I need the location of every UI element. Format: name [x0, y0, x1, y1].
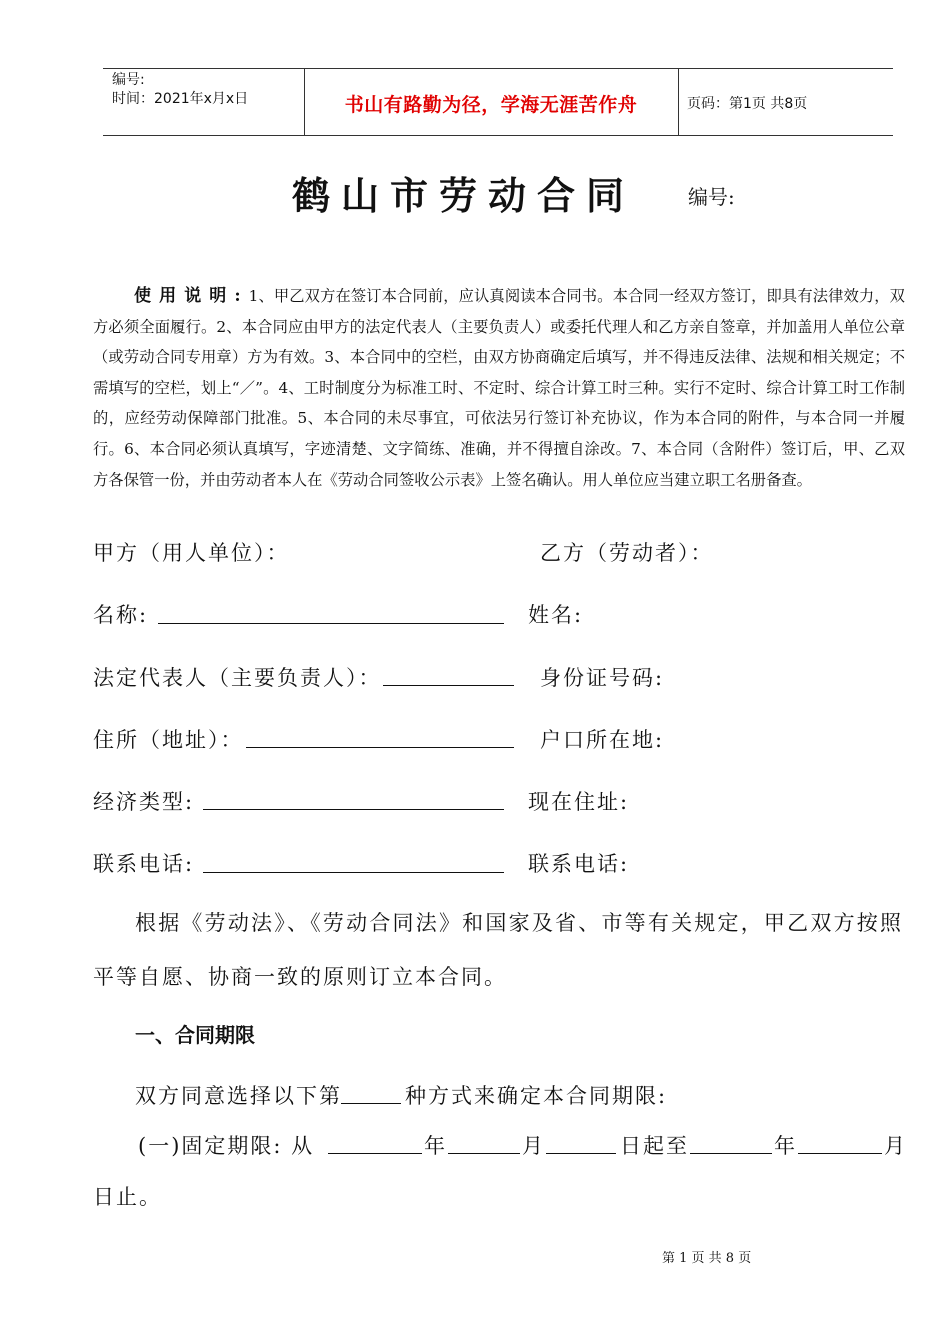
party-b-id-label: 身份证号码: — [540, 666, 665, 690]
party-a-econ-blank[interactable] — [203, 809, 504, 810]
fixed-year-label-1: 年 — [424, 1134, 447, 1158]
usage-instructions-label: 使用说明: — [134, 286, 249, 306]
fixed-month-label-1: 月 — [522, 1134, 545, 1158]
header-page-label: 页码：第1页 共8页 — [687, 96, 808, 112]
fixed-month-label-2: 月 — [884, 1134, 907, 1158]
usage-instructions-text: 1、甲乙双方在签订本合同前，应认真阅读本合同书。本合同一经双方签订，即具有法律效力，双方必须全面履行。2、本合同应由甲方的法定代表人（主要负责人）或委托代理人和乙方亲自签章，并加盖用人单位公章（或劳动合同专用章）方为有效。3、本合同中的空栏，由双方协商确定后填写，并不得违反法律、法规和相关规定；不需填写的空栏，划上“／”。4、工时制度分为标准工时、不定时、综合计算工时三种。实行不定时、综合计算工时工作制的，应经劳动保障部门批准。5、本合同的未尽事宜，可依法另行签订补充协议，作为本合同的附件，与本合同一并履行。6、本合同必须认真填写，字迹清楚、文字简练、准确，并不得擅自涂改。7、本合同（含附件）签订后，甲、乙双方各保管一份，并由劳动者本人在《劳动合同签收公示表》上签名确认。用人单位应当建立职工名册备查。 — [93, 287, 905, 489]
party-b-address-label: 现在住址: — [528, 790, 630, 814]
intro-paragraph: 根据《劳动法》、《劳动合同法》和国家及省、市等有关规定，甲乙双方按照平等自愿、协商一致的原则订立本合同。 — [93, 911, 903, 989]
party-a-phone-label: 联系电话: — [93, 852, 195, 876]
party-a-name-blank[interactable] — [158, 623, 504, 624]
party-b-name-label: 姓名: — [528, 603, 584, 627]
party-a-name-label: 名称: — [93, 603, 149, 627]
fixed-end-month-blank[interactable] — [798, 1153, 882, 1154]
header-time-label: 时间：2021年x月x日 — [112, 91, 249, 107]
fixed-term-prefix: (一)固定期限: 从 — [138, 1134, 315, 1158]
footer-page-number: 第 1 页 共 8 页 — [662, 1251, 752, 1266]
document-title: 鹤山市劳动合同 — [292, 173, 636, 218]
header-code-label: 编号: — [112, 72, 145, 88]
fixed-end-year-blank[interactable] — [690, 1153, 772, 1154]
term-choice-blank[interactable] — [341, 1103, 401, 1104]
header-top-rule — [103, 68, 893, 69]
party-a-phone-blank[interactable] — [203, 872, 504, 873]
fixed-start-month-blank[interactable] — [448, 1153, 520, 1154]
party-a-rep-label: 法定代表人（主要负责人）： — [93, 666, 382, 690]
header-divider-right — [678, 69, 679, 135]
fixed-year-label-2: 年 — [774, 1134, 797, 1158]
header-bottom-rule — [103, 135, 893, 136]
usage-instructions — [93, 281, 905, 495]
party-a-rep-blank[interactable] — [383, 685, 514, 686]
party-a-heading: 甲方（用人单位）： — [93, 541, 290, 565]
fixed-day-from-label: 日起至 — [620, 1134, 689, 1158]
term-choice-suffix: 种方式来确定本合同期限: — [405, 1084, 668, 1108]
party-b-heading: 乙方（劳动者）： — [540, 541, 714, 565]
fixed-day-end-label: 日止。 — [93, 1185, 162, 1209]
party-a-address-blank[interactable] — [246, 747, 514, 748]
fixed-start-year-blank[interactable] — [328, 1153, 422, 1154]
section1-title: 一、合同期限 — [135, 1023, 255, 1047]
fixed-start-day-blank[interactable] — [546, 1153, 616, 1154]
party-a-address-label: 住所（地址）： — [93, 728, 244, 752]
party-a-econ-label: 经济类型: — [93, 790, 195, 814]
party-b-hukou-label: 户口所在地: — [540, 728, 665, 752]
term-choice-prefix: 双方同意选择以下第 — [135, 1084, 342, 1108]
header-motto: 书山有路勤为径，学海无涯苦作舟 — [344, 94, 638, 116]
party-b-phone-label: 联系电话: — [528, 852, 630, 876]
document-number-label: 编号: — [688, 185, 735, 209]
